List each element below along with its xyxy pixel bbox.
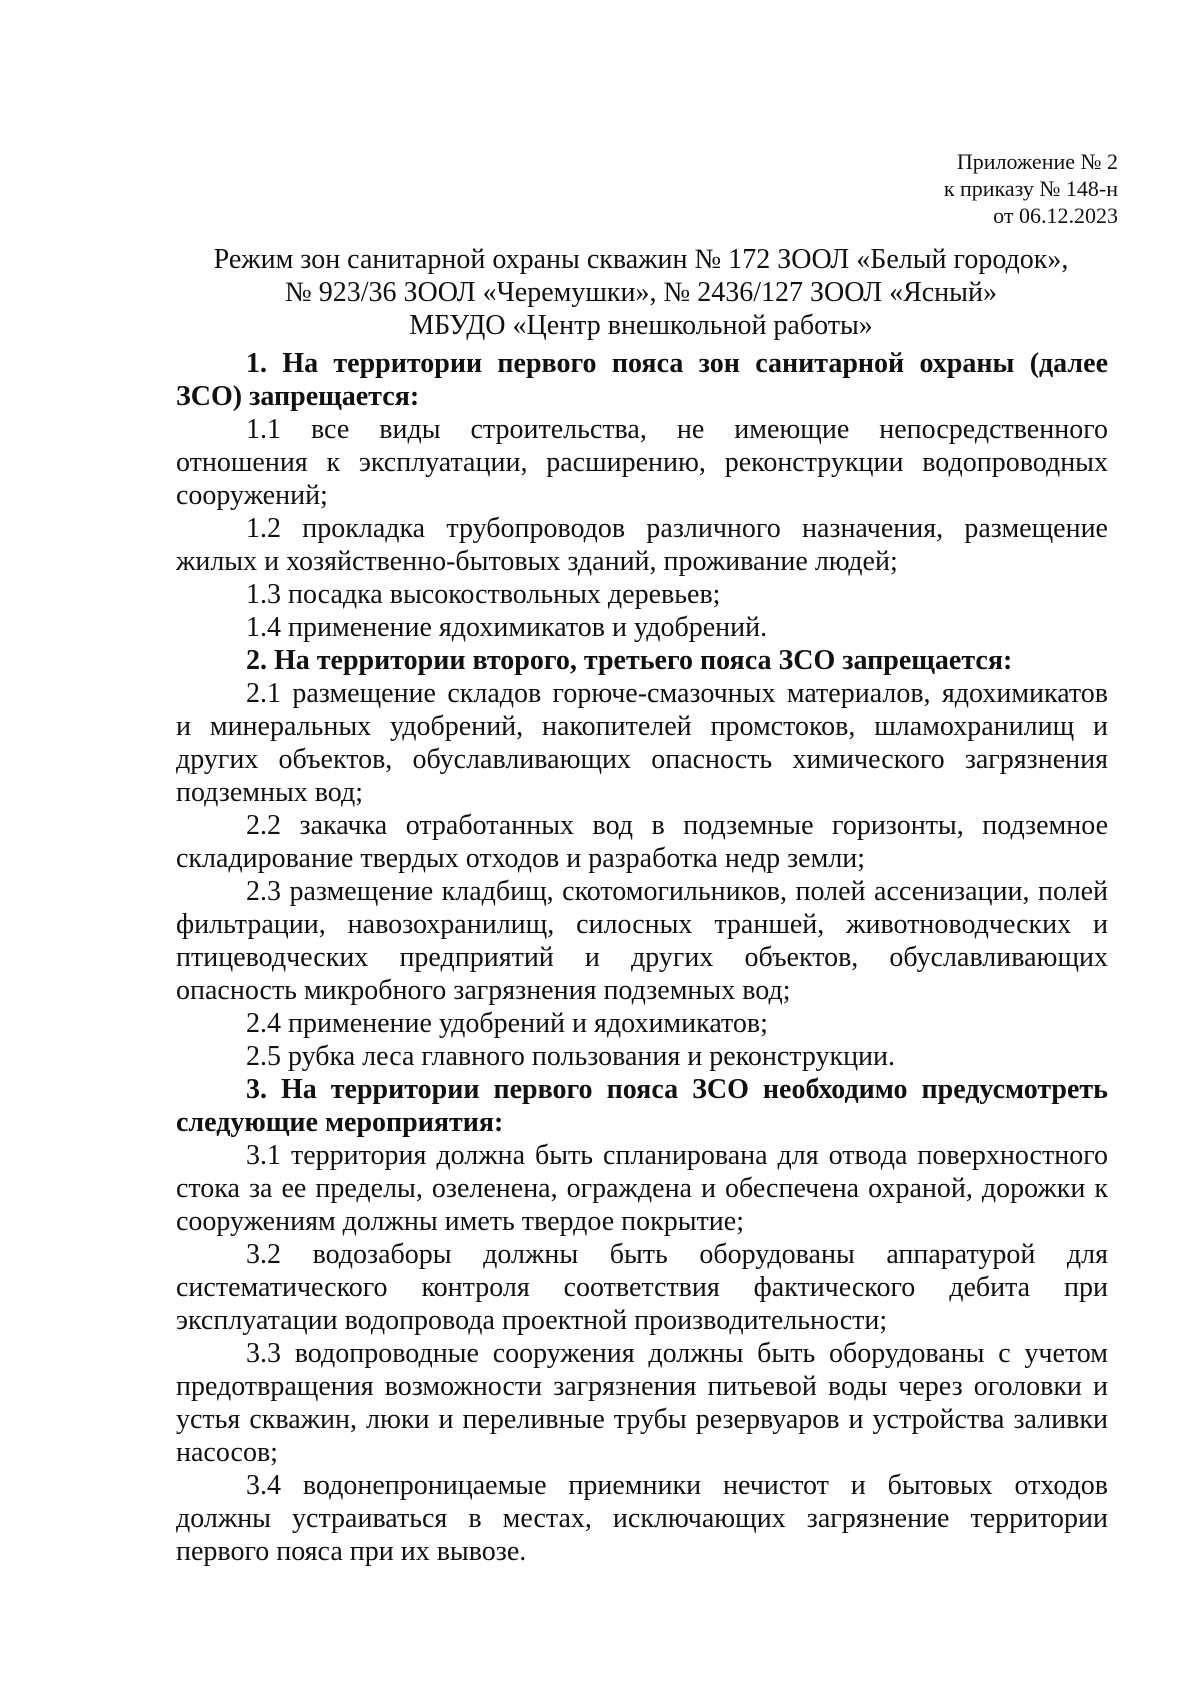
appendix-reference bbox=[944, 148, 1118, 229]
item-1-3: 1.3 посадка высокоствольных деревьев; bbox=[246, 579, 721, 610]
item-2-5: 2.5 рубка леса главного пользования и реконструкции. bbox=[246, 1041, 896, 1072]
title-line-1: Режим зон санитарной охраны скважин № 172 ЗООЛ «Белый городок», bbox=[213, 244, 1069, 275]
item-3-1: 3.1 территория должна быть спланирована для отвода поверхностного стока за ее пределы, озеленена, ограждена и обеспечена охраной, дорожки к сооружениям должны иметь твердое покрытие; bbox=[176, 1140, 1108, 1237]
item-1-1: 1.1 все виды строительства, не имеющие непосредственного отношения к эксплуатации, расширению, реконструкции водопроводных сооружений; bbox=[176, 414, 1108, 511]
title-line-2: № 923/36 ЗООЛ «Черемушки», № 2436/127 ЗООЛ «Ясный» bbox=[285, 277, 997, 308]
item-3-2: 3.2 водозаборы должны быть оборудованы аппаратурой для систематического контроля соответствия фактического дебита при эксплуатации водопровода проектной производительности; bbox=[176, 1239, 1108, 1336]
item-3-3: 3.3 водопроводные сооружения должны быть оборудованы с учетом предотвращения возможности загрязнения питьевой воды через оголовки и устья скважин, люки и переливные трубы резервуаров и устройства заливки насосов; bbox=[176, 1338, 1108, 1468]
item-1-4: 1.4 применение ядохимикатов и удобрений. bbox=[246, 612, 768, 643]
document-title bbox=[176, 243, 1106, 342]
order-number: к приказу № 148-н bbox=[943, 176, 1118, 201]
title-line-3: МБУДО «Центр внешкольной работы» bbox=[409, 310, 873, 341]
item-3-4: 3.4 водонепроницаемые приемники нечистот и бытовых отходов должны устраиваться в местах, исключающих загрязнение территории первого пояса при их вывозе. bbox=[176, 1470, 1108, 1567]
item-2-4: 2.4 применение удобрений и ядохимикатов; bbox=[246, 1008, 768, 1039]
section-2-heading: 2. На территории второго, третьего пояса ЗСО запрещается: bbox=[246, 645, 1013, 676]
item-1-2: 1.2 прокладка трубопроводов различного назначения, размещение жилых и хозяйственно-бытовых зданий, проживание людей; bbox=[176, 513, 1108, 577]
item-2-2: 2.2 закачка отработанных вод в подземные горизонты, подземное складирование твердых отходов и разработка недр земли; bbox=[176, 810, 1108, 874]
order-date: от 06.12.2023 bbox=[993, 203, 1118, 228]
section-3-heading: 3. На территории первого пояса ЗСО необходимо предусмотреть следующие мероприятия: bbox=[176, 1074, 1108, 1138]
item-2-3: 2.3 размещение кладбищ, скотомогильников, полей ассенизации, полей фильтрации, навозохранилищ, силосных траншей, животноводческих и птицеводческих предприятий и других объектов, обуславливающих опасность микробного загрязнения подземных вод; bbox=[176, 876, 1108, 1006]
section-1-heading: 1. На территории первого пояса зон санитарной охраны (далее ЗСО) запрещается: bbox=[176, 348, 1108, 412]
item-2-1: 2.1 размещение складов горюче-смазочных материалов, ядохимикатов и минеральных удобрений, накопителей промстоков, шламохранилищ и других объектов, обуславливающих опасность химического загрязнения подземных вод; bbox=[176, 678, 1108, 808]
document-body bbox=[176, 347, 1108, 1568]
appendix-number: Приложение № 2 bbox=[956, 149, 1118, 174]
